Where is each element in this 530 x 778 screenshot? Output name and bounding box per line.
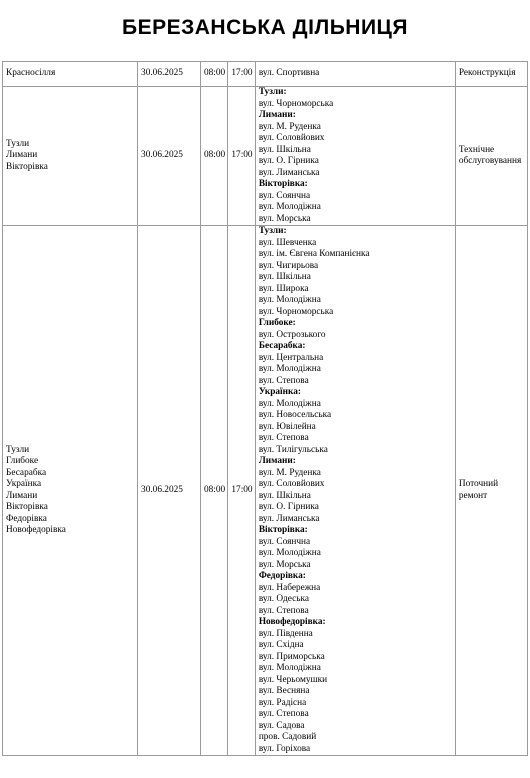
streets-cell <box>255 87 455 226</box>
street-item: вул. Весняна <box>258 686 310 696</box>
village-heading: Бесарабка: <box>258 341 306 351</box>
street-item: вул. Молодіжна <box>258 364 321 374</box>
work-type-cell <box>455 62 527 87</box>
list-item: Українка <box>6 479 42 489</box>
start-time-cell: 08:00 <box>201 87 228 226</box>
localities-cell <box>3 87 138 226</box>
village-heading: Лимани: <box>258 456 296 466</box>
street-item: вул. Черьомушки <box>258 674 328 685</box>
end-time-cell: 17:00 <box>228 87 255 226</box>
street-item: вул. Лиманська <box>258 513 320 524</box>
street-item: вул. Степова <box>258 605 309 616</box>
end-time-cell: 17:00 <box>228 62 255 87</box>
date-cell: 30.06.2025 <box>138 87 201 226</box>
street-item: вул. Морська <box>258 213 311 224</box>
village-heading: Глибоке: <box>258 318 296 328</box>
street-item: вул. М. Руденка <box>258 121 321 132</box>
street-item: вул. Шкільна <box>258 144 311 155</box>
street-item: вул. Острозького <box>258 329 326 340</box>
streets-cell <box>255 62 455 87</box>
street-item: вул. Молодіжна <box>258 398 321 409</box>
street-item: вул. Тилігульська <box>258 444 328 455</box>
list-item: Красносілля <box>6 68 56 79</box>
list-item: Тузли <box>6 138 30 149</box>
page-title: БЕРЕЗАНСЬКА ДІЛЬНИЦЯ <box>122 16 408 39</box>
street-item: вул. Приморська <box>258 651 325 662</box>
table-row <box>3 226 528 756</box>
list-item: Новофедорівка <box>6 525 66 535</box>
list-item: Лимани <box>6 150 38 161</box>
street-item: вул. Молодіжна <box>258 202 321 212</box>
street-item: вул. Садова <box>258 720 305 731</box>
street-item: вул. Лиманська <box>258 167 320 178</box>
street-item: вул. Шевченка <box>258 237 317 248</box>
date-cell: 30.06.2025 <box>138 62 201 87</box>
street-item: вул. Шкільна <box>258 490 311 501</box>
list-item: обслуговування <box>458 156 522 166</box>
street-item: вул. Степова <box>258 433 309 443</box>
street-item: вул. Новосельська <box>258 410 332 420</box>
street-item: вул. ім. Євгена Компанієнка <box>258 249 370 259</box>
table-row <box>3 87 528 226</box>
list-item: Вікторівка <box>6 161 48 172</box>
street-item: вул. Ювілейна <box>258 421 316 432</box>
date-cell: 30.06.2025 <box>138 226 201 756</box>
street-item: вул. Молодіжна <box>258 548 321 558</box>
village-heading: Вікторівка: <box>258 179 308 189</box>
street-item: вул. Чорноморська <box>258 306 334 317</box>
streets-cell <box>255 226 455 756</box>
list-item: Технічне <box>458 144 495 155</box>
list-item: Федорівка <box>6 513 47 524</box>
list-item: Реконструкція <box>458 68 516 79</box>
table-row <box>3 62 528 87</box>
list-item: Вікторівка <box>6 502 48 512</box>
list-item: Бесарабка <box>6 467 47 478</box>
street-item: вул. Соловйових <box>258 133 325 143</box>
street-item: вул. Спортивна <box>258 68 320 79</box>
village-heading: Лимани: <box>258 110 296 120</box>
list-item: Тузли <box>6 444 30 455</box>
work-type-cell <box>455 226 527 756</box>
street-item: вул. Степова <box>258 375 309 386</box>
street-item: вул. Чорноморська <box>258 98 334 109</box>
street-item: вул. Горіхова <box>258 743 311 754</box>
start-time-cell: 08:00 <box>201 62 228 87</box>
village-heading: Тузли: <box>258 87 287 97</box>
localities-cell <box>3 226 138 756</box>
list-item: Поточний <box>458 479 499 489</box>
street-item: вул. Степова <box>258 709 309 719</box>
street-item: вул. Соянчна <box>258 190 311 201</box>
list-item: Глибоке <box>6 456 39 466</box>
street-item: вул. Молодіжна <box>258 663 321 673</box>
street-item: вул. Південна <box>258 628 313 639</box>
street-item: вул. Молодіжна <box>258 295 321 305</box>
village-heading: Федорівка: <box>258 571 306 581</box>
street-item: вул. О. Гірника <box>258 156 319 166</box>
street-item: вул. Соловйових <box>258 479 325 489</box>
village-heading: Українка: <box>258 387 301 397</box>
street-item: вул. Центральна <box>258 352 324 363</box>
village-heading: Новофедорівка: <box>258 617 326 627</box>
street-item: вул. Східна <box>258 640 304 650</box>
list-item: ремонт <box>458 490 488 501</box>
localities-cell <box>3 62 138 87</box>
street-item: вул. Радісна <box>258 697 307 708</box>
end-time-cell: 17:00 <box>228 226 255 756</box>
street-item: вул. Морська <box>258 559 311 570</box>
street-item: вул. Набережна <box>258 582 321 593</box>
start-time-cell: 08:00 <box>201 226 228 756</box>
street-item: вул. М. Руденка <box>258 467 321 478</box>
schedule-table <box>2 61 528 756</box>
street-item: вул. Шкільна <box>258 272 311 282</box>
list-item: Лимани <box>6 490 38 501</box>
street-item: пров. Садовий <box>258 732 317 742</box>
street-item: вул. Чигирьова <box>258 260 319 271</box>
street-item: вул. О. Гірника <box>258 502 319 512</box>
village-heading: Вікторівка: <box>258 525 308 535</box>
street-item: вул. Одеська <box>258 594 309 604</box>
street-item: вул. Соянчна <box>258 536 311 547</box>
village-heading: Тузли: <box>258 226 287 236</box>
street-item: вул. Широка <box>258 283 309 294</box>
work-type-cell <box>455 87 527 226</box>
